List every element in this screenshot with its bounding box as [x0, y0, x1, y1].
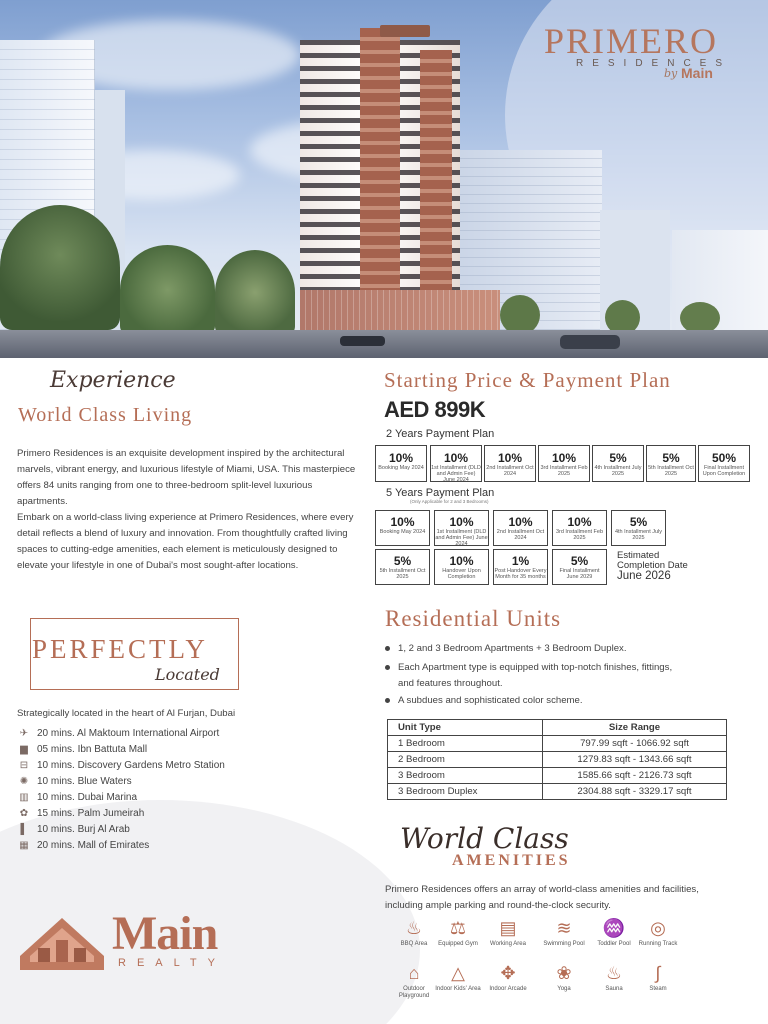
bullet-text: Each Apartment type is equipped with top-notch finishes, fittings,: [398, 662, 673, 673]
amenity-item: [634, 963, 682, 993]
playground-icon: ⌂: [408, 963, 420, 983]
size-range-header: Size Range: [543, 720, 727, 736]
footer-logo-main: Main: [112, 907, 218, 960]
amenity-label: Sauna: [605, 986, 623, 992]
plan2-box: [698, 445, 750, 482]
footer-logo-sub: REALTY: [118, 957, 226, 969]
bullet-text: A subdues and sophisticated color scheme.: [398, 695, 583, 706]
pricing-title: Starting Price & Payment Plan: [384, 368, 671, 392]
amenity-label: Equipped Gym: [438, 941, 478, 947]
amenity-item: [590, 918, 638, 948]
plan2-percent: 5%: [609, 451, 627, 465]
pool-icon: ≋: [556, 918, 572, 938]
plan5-box: [375, 510, 430, 546]
gym-icon: ⚖: [449, 918, 467, 938]
size-range-cell: 2304.88 sqft - 3329.17 sqft: [543, 784, 727, 800]
yoga-icon: ❀: [556, 963, 572, 983]
plan5-percent: 5%: [629, 515, 648, 529]
size-range-cell: 1279.83 sqft - 1343.66 sqft: [543, 752, 727, 768]
ferris-wheel-icon: ✺: [19, 776, 29, 787]
location-text: 10 mins. Burj Al Arab: [37, 824, 130, 835]
mall-icon: ▆: [20, 744, 28, 755]
plan2-label: 5th Installment Oct 2025: [648, 465, 694, 477]
amenities-script: World Class: [400, 822, 569, 855]
plan2-percent: 5%: [662, 451, 680, 465]
plan2-box: [538, 445, 590, 482]
units-title: Residential Units: [385, 606, 562, 631]
sauna-icon: ♨: [605, 963, 623, 983]
units-bullet-2: [385, 660, 672, 675]
unit-type-header: Unit Type: [388, 720, 543, 736]
plan5-percent: 5%: [570, 554, 589, 568]
toddler-pool-icon: ♒: [602, 918, 626, 938]
marina-icon: ▥: [19, 792, 29, 803]
plan2-box: [484, 445, 536, 482]
amenity-label: Yoga: [557, 986, 571, 992]
plan5-percent: 10%: [508, 515, 533, 529]
amenity-label: Outdoor Playground: [398, 986, 430, 999]
units-bullet-2b: and features throughout.: [398, 678, 503, 689]
bullet-dot: [385, 665, 390, 670]
amenity-label: BBQ Area: [400, 941, 428, 947]
plan5-box: [493, 549, 548, 585]
intro-script-title: Experience: [50, 368, 176, 393]
brand-subtitle: RESIDENCES: [576, 58, 732, 69]
brand-title: PRIMERO: [544, 21, 719, 61]
plan2-label: 1st Installment (DLD and Admin Fee) June 2024: [431, 465, 481, 483]
unit-type-cell: 2 Bedroom: [388, 752, 543, 768]
intro-body: Primero Residences is an exquisite development inspired by the architectural marvels, vibrant energy, and luxurious lifestyle of Miami, USA. This masterpiece offers 84 units ranging from one to three-bedroom split-level luxurious apartments.: [17, 448, 356, 507]
amenity-label: Toddler Pool: [597, 941, 631, 947]
amenity-item: [390, 918, 438, 948]
location-item: [17, 743, 147, 757]
intro-title: World Class Living: [18, 404, 193, 426]
amenity-item: [590, 963, 638, 993]
unit-type-cell: 1 Bedroom: [388, 736, 543, 752]
amenity-item: [434, 918, 482, 948]
location-text: 20 mins. Mall of Emirates: [37, 840, 150, 851]
located-title: PERFECTLY: [32, 634, 212, 665]
plan2-box: [592, 445, 644, 482]
plan5-box: [611, 510, 666, 546]
track-icon: ◎: [650, 918, 666, 938]
arcade-icon: ✥: [500, 963, 516, 983]
plan5-percent: 10%: [449, 554, 474, 568]
plan2-title: 2 Years Payment Plan: [386, 428, 495, 440]
location-item: [17, 791, 137, 805]
brand-by: by: [664, 67, 678, 80]
plan2-label: Final Installment Upon Completion: [702, 465, 746, 477]
location-text: 10 mins. Dubai Marina: [37, 792, 138, 803]
location-item: [17, 727, 219, 741]
location-text: 05 mins. Ibn Battuta Mall: [37, 744, 148, 755]
bbq-icon: ♨: [405, 918, 423, 938]
plan5-title: 5 Years Payment Plan: [386, 487, 495, 499]
plan5-box: [375, 549, 430, 585]
amenity-item: [540, 963, 588, 993]
amenity-label: Indoor Arcade: [489, 986, 527, 992]
plan5-box: [552, 510, 607, 546]
table-row: [388, 784, 727, 800]
plan2-percent: 10%: [443, 451, 469, 465]
brand-main: Main: [681, 65, 713, 81]
amenities-body: Primero Residences offers an array of world-class amenities and facilities, including ample parking and round-the-clock security.: [385, 884, 699, 911]
plan2-box: [646, 445, 696, 482]
location-item: [17, 775, 132, 789]
table-row: [388, 768, 727, 784]
plan2-box: [375, 445, 427, 482]
unit-type-cell: 3 Bedroom: [388, 768, 543, 784]
plan5-label: Handover Upon Completion: [442, 568, 481, 580]
units-table-header: [388, 720, 727, 736]
unit-type-cell: 3 Bedroom Duplex: [388, 784, 543, 800]
location-item: [17, 839, 149, 853]
table-row: [388, 752, 727, 768]
plan2-percent: 10%: [388, 451, 414, 465]
amenity-item: [484, 963, 532, 993]
amenities-title: AMENITIES: [452, 852, 571, 869]
airplane-icon: ✈: [19, 728, 29, 739]
amenity-label: Swimming Pool: [543, 941, 585, 947]
plan5-label: Post Handover Every Month for 35 months: [494, 568, 547, 580]
plan2-box: [430, 445, 482, 482]
amenity-item: [390, 963, 438, 1000]
amenity-item: [634, 918, 682, 948]
units-bullet-1: [385, 641, 627, 656]
location-text: 20 mins. Al Maktoum International Airport: [37, 728, 220, 739]
steam-icon: ∫: [655, 963, 661, 983]
completion-label: Estimated Completion Date: [617, 550, 688, 571]
amenity-label: Steam: [649, 986, 667, 992]
units-table: [387, 719, 727, 800]
table-row: [388, 736, 727, 752]
building-icon: ▦: [19, 840, 29, 851]
kids-area-icon: △: [451, 963, 465, 983]
units-bullet-3: [385, 693, 583, 708]
located-script: Located: [152, 665, 223, 684]
plan5-note: (Only Applicable for 2 and 3 Bedrooms): [410, 499, 489, 504]
bullet-text: 1, 2 and 3 Bedroom Apartments + 3 Bedroom Duplex.: [398, 643, 627, 654]
plan5-box: [552, 549, 607, 585]
size-range-cell: 1585.66 sqft - 2126.73 sqft: [543, 768, 727, 784]
location-intro: Strategically located in the heart of Al Furjan, Dubai: [17, 708, 236, 719]
bullet-dot: [385, 646, 390, 651]
intro-body-2: Embark on a world-class living experience at Primero Residences, where every detail reflects a blend of luxury and innovation. From thoughtfully crafted living spaces to cutting-edge amenities, each element is meticulously designed to elevate your lifestyle in one of Dubai's most sought-after locations.: [17, 512, 354, 571]
amenity-item: [484, 918, 532, 948]
amenity-label: Indoor Kids' Area: [435, 986, 481, 992]
metro-icon: ⊟: [19, 760, 29, 771]
palm-icon: ✿: [19, 808, 29, 819]
working-icon: ▤: [499, 918, 517, 938]
amenity-item: [434, 963, 482, 993]
amenity-label: Working Area: [490, 941, 526, 947]
plan5-label: 3rd Installment Feb 2025: [555, 529, 604, 541]
plan2-percent: 50%: [711, 451, 737, 465]
plan5-label: 5th Installment Oct 2025: [379, 568, 426, 580]
plan5-label: Booking May 2024: [379, 529, 426, 535]
size-range-cell: 797.99 sqft - 1066.92 sqft: [543, 736, 727, 752]
plan5-label: Final Installment June 2029: [559, 568, 600, 580]
burj-icon: ▌: [20, 824, 28, 835]
location-item: [17, 823, 130, 837]
main-realty-logo-icon: [20, 918, 104, 970]
plan5-box: [434, 510, 489, 546]
plan2-label: Booking May 2024: [378, 465, 424, 471]
plan5-percent: 5%: [393, 554, 412, 568]
plan5-percent: 1%: [511, 554, 530, 568]
location-item: [17, 807, 144, 821]
location-item: [17, 759, 225, 773]
plan2-label: 2nd Installment Oct 2024: [486, 465, 534, 477]
plan2-percent: 10%: [497, 451, 523, 465]
location-text: 10 mins. Discovery Gardens Metro Station: [37, 760, 225, 771]
amenity-item: [540, 918, 588, 948]
plan5-box: [434, 549, 489, 585]
completion-date: June 2026: [617, 570, 671, 582]
plan5-box: [493, 510, 548, 546]
location-text: 10 mins. Blue Waters: [37, 776, 132, 787]
price: AED 899K: [384, 397, 486, 422]
plan2-label: 4th Installment July 2025: [594, 465, 642, 477]
plan5-label: 2nd Installment Oct 2024: [496, 529, 545, 541]
amenity-label: Running Track: [638, 941, 678, 947]
plan5-percent: 10%: [567, 515, 592, 529]
plan5-label: 4th Installment July 2025: [614, 529, 663, 541]
plan5-label: 1st Installment (DLD and Admin Fee) June 2024: [435, 529, 488, 547]
plan5-percent: 10%: [449, 515, 474, 529]
bullet-dot: [385, 698, 390, 703]
plan2-label: 3rd Installment Feb 2025: [540, 465, 588, 477]
plan2-percent: 10%: [551, 451, 577, 465]
location-text: 15 mins. Palm Jumeirah: [37, 808, 145, 819]
plan5-percent: 10%: [390, 515, 415, 529]
